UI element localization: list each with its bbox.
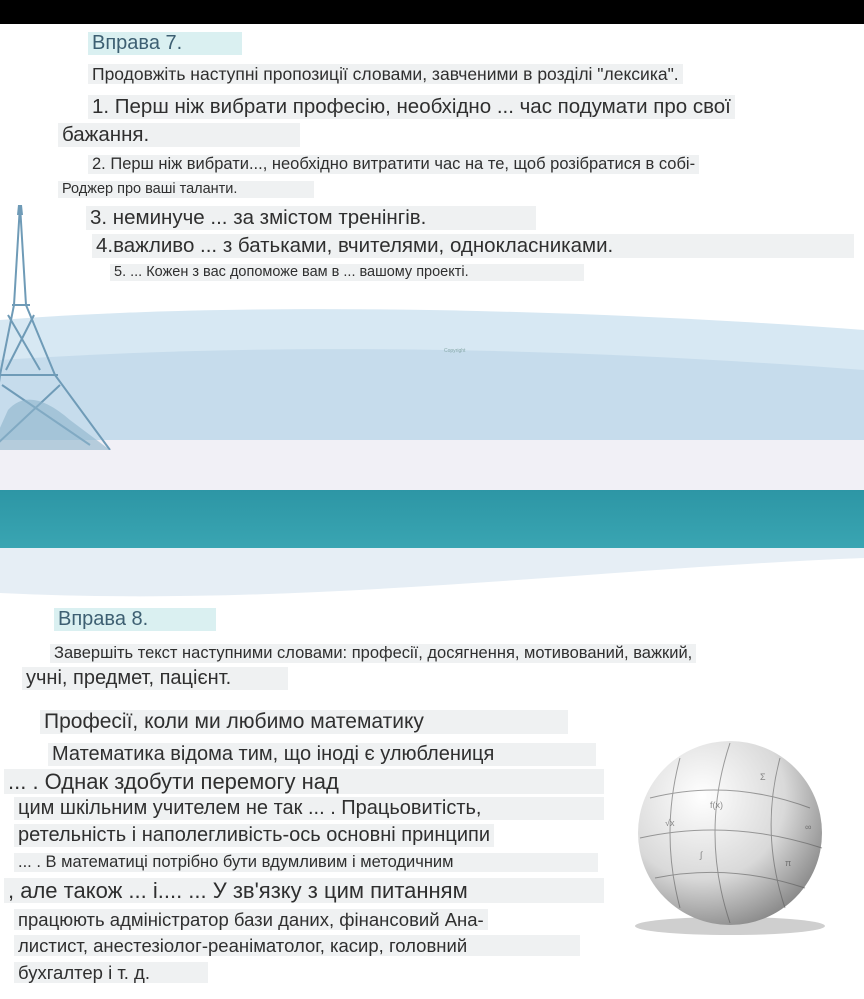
exercise-7-title: Вправа 7. [88, 32, 242, 55]
exercise-8-instruction: Завершіть текст наступними словами: професії, досягнення, мотивований, важкий, [50, 644, 696, 663]
exercise-8-instruction-cont: учні, предмет, пацієнт. [22, 667, 288, 690]
text-line-7: працюють адміністратор бази даних, фінансовий Ана- [14, 909, 488, 930]
exercise-7-instruction: Продовжіть наступні пропозиції словами, завченими в розділі "лексика". [88, 64, 683, 84]
text-line-4: ретельність і наполегливість-ось основні принципи [14, 824, 494, 847]
exercise-8-title: Вправа 8. [54, 608, 216, 631]
text-line-6: , але також ... і.... ... У зв'язку з цим питанням [4, 878, 604, 903]
text-line-3: цим шкільним учителем не так ... . Працьовитість, [14, 797, 604, 820]
math-sphere-icon [610, 738, 850, 938]
text-line-1: Математика відома тим, що іноді є улюблениця [48, 743, 596, 766]
exercise-7-item-5: 5. ... Кожен з вас допоможе вам в ... вашому проекті. [110, 264, 584, 281]
exercise-7-item-1-cont: бажання. [58, 123, 300, 147]
svg-text:f(x): f(x) [710, 800, 723, 810]
exercise-7-item-1: 1. Перш ніж вибрати професію, необхідно ... час подумати про свої [88, 95, 735, 119]
exercise-7-item-3: 3. неминуче ... за змістом тренінгів. [86, 206, 536, 230]
svg-text:√x: √x [665, 818, 675, 828]
text-line-9: бухгалтер і т. д. [14, 962, 208, 983]
exercise-7-item-2-cont: Роджер про ваші таланти. [58, 181, 314, 198]
text-line-2: ... . Однак здобути перемогу над [4, 769, 604, 794]
svg-text:∞: ∞ [805, 822, 812, 832]
text-line-8: листист, анестезіолог-реаніматолог, касир, головний [14, 935, 580, 956]
text-line-5: ... . В математиці потрібно бути вдумливим і методичним [14, 853, 598, 872]
text-title: Професії, коли ми любимо математику [40, 710, 568, 734]
exercise-7-item-4: 4.важливо ... з батьками, вчителями, однокласниками. [92, 234, 854, 258]
svg-text:π: π [785, 858, 792, 868]
watermark: Copyright [444, 348, 466, 354]
exercise-7-item-2: 2. Перш ніж вибрати..., необхідно витратити час на те, щоб розібратися в собі- [88, 155, 699, 174]
teal-band [0, 490, 864, 552]
svg-text:Σ: Σ [760, 772, 766, 782]
top-black-bar [0, 0, 864, 24]
pale-band [0, 440, 864, 492]
light-blue-wave-band [0, 300, 864, 450]
svg-text:∫: ∫ [700, 850, 703, 860]
